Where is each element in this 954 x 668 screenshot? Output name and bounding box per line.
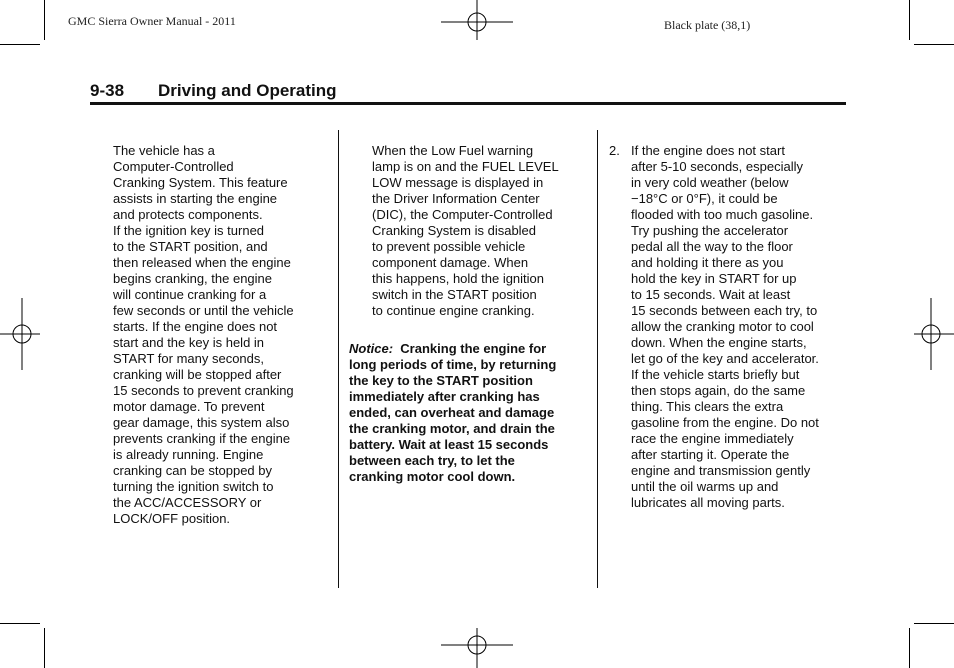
paragraph-low-fuel: When the Low Fuel warning lamp is on and the FUEL LEVEL LOW message is displayed in the Driver Information Center (DIC), the Computer-Controlled Cranking System is disabled to prevent possible vehicle component damage. When this happens, hold the ignition switch in the START position to continue engine cranking. [372,143,559,318]
notice-label: Notice: [349,341,394,356]
column-2 [349,127,589,501]
list-item-text: If the engine does not start after 5-10 seconds, especially in very cold weather (below −18°C or 0°F), it could be flooded with too much gasoline. Try pushing the accelerator pedal all the way to the floor and holding it there as you hold the key in START for up to 15 seconds. Wait at least 15 seconds between each try, to allow the cranking motor to cool down. When the engine starts, let go of the key and accelerator. If the vehicle starts briefly but then stops again, do the same thing. This clears the extra gasoline from the engine. Do not race the engine immediately after starting it. Operate the engine and transmission gently until the oil warms up and lubricates all moving parts. [631,143,819,510]
registration-mark-left-icon [0,298,40,370]
section-title: Driving and Operating [158,81,337,100]
paragraph-cranking-system: The vehicle has a Computer-Controlled Cranking System. This feature assists in starting the engine and protects components. If the ignition key is turned to the START position, and then released when the engine begins cranking, the engine will continue cranking for a few seconds or until the vehicle starts. If the engine does not start and the key is held in START for many seconds, cranking will be stopped after 15 seconds to prevent cranking motor damage. To prevent gear damage, this system also prevents cranking if the engine is already running. Engine cranking can be stopped by turning the ignition switch to the ACC/ACCESSORY or LOCK/OFF position. [113,143,294,526]
column-1 [113,127,328,543]
print-header-plate: Black plate (38,1) [664,18,751,32]
page-number: 9-38 [90,81,125,100]
heading-rule [90,102,846,105]
column-3 [609,127,849,527]
list-item-number: 2. [609,143,620,158]
print-header-title: GMC Sierra Owner Manual - 2011 [68,14,236,28]
registration-mark-top-icon [441,0,513,40]
registration-mark-right-icon [914,298,954,370]
registration-mark-bottom-icon [441,628,513,668]
column-divider-2 [597,130,598,588]
page-heading [90,81,337,101]
notice-block [349,341,589,485]
column-divider-1 [338,130,339,588]
notice-text: Cranking the engine for long periods of time, by returning the key to the START position immediately after cranking has ended, can overheat and damage the cranking motor, and drain the battery. Wait at least 15 seconds between each try, to let the cranking motor cool down. [349,341,557,484]
list-item [609,143,849,511]
